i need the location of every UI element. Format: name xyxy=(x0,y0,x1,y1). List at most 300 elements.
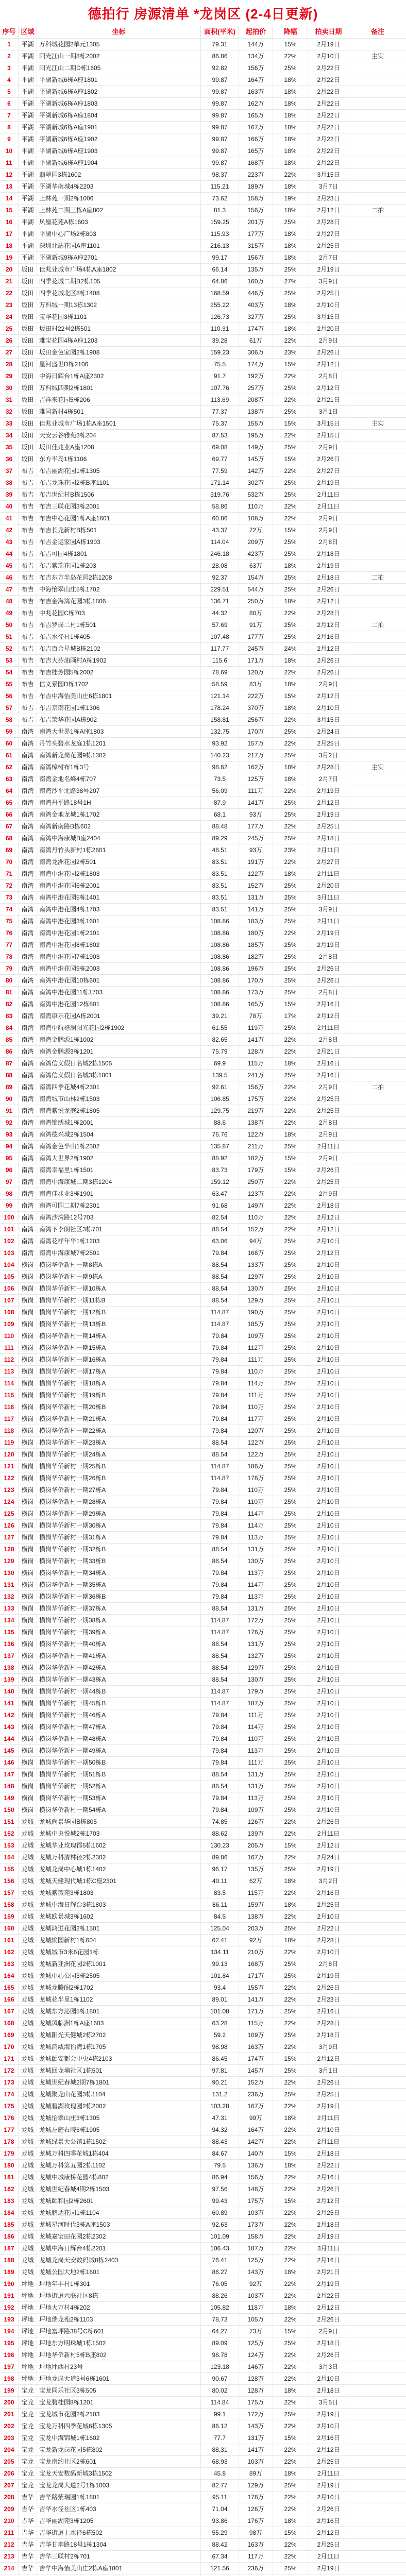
cell-address: 横岗华侨新村一期54栋A xyxy=(37,1804,201,1816)
cell-area: 79.84 xyxy=(201,1508,239,1519)
cell-no: 73 xyxy=(0,892,19,903)
cell-address: 万科城花园2单元1305 xyxy=(37,39,201,50)
table-row xyxy=(0,1306,406,1318)
cell-address: 坂田村22号2栋501 xyxy=(37,323,201,334)
cell-discount: 25% xyxy=(273,1307,308,1318)
cell-price: 165万 xyxy=(239,110,273,121)
cell-remark xyxy=(349,1733,406,1744)
cell-date: 2月19日 xyxy=(308,2409,349,2420)
cell-discount: 25% xyxy=(273,287,308,299)
cell-district: 龙城 xyxy=(19,2231,37,2242)
cell-area: 98.62 xyxy=(201,761,239,773)
cell-discount: 18% xyxy=(273,181,308,192)
cell-date: 2月19日 xyxy=(308,477,349,488)
cell-address: 深圳北站花园A座1101 xyxy=(37,240,201,251)
cell-area: 88.31 xyxy=(201,2444,239,2455)
table-row xyxy=(0,240,406,251)
cell-date: 2月12日 xyxy=(308,359,349,370)
cell-district: 龙城 xyxy=(19,2053,37,2064)
cell-remark: 主实 xyxy=(371,53,384,60)
cell-address: 横岗华侨新村一期14栋A xyxy=(37,1330,201,1342)
cell-price: 115万 xyxy=(239,2018,273,2029)
cell-remark xyxy=(349,1366,406,1377)
cell-remark xyxy=(349,1899,406,1910)
cell-date: 2月28日 xyxy=(308,1935,349,1946)
cell-no: 120 xyxy=(0,1449,19,1460)
cell-district: 龙城 xyxy=(19,2136,37,2147)
cell-district: 横岗 xyxy=(19,1520,37,1531)
table-row xyxy=(0,2124,406,2136)
cell-date: 2月10日 xyxy=(308,1544,349,1555)
cell-remark xyxy=(349,2373,406,2384)
cell-district: 南湾 xyxy=(19,868,37,879)
cell-discount: 25% xyxy=(273,62,308,74)
cell-district: 吉华 xyxy=(19,2492,37,2503)
table-row xyxy=(0,1057,406,1069)
cell-discount: 22% xyxy=(273,2314,308,2325)
cell-remark xyxy=(349,631,406,642)
cell-no: 136 xyxy=(0,1638,19,1650)
cell-price: 131万 xyxy=(239,1603,273,1614)
table-row xyxy=(0,536,406,548)
cell-price: 145万 xyxy=(239,453,273,465)
cell-district: 平湖 xyxy=(19,50,37,62)
cell-address: 南湾中港花园3栋1601 xyxy=(37,916,201,927)
cell-date: 2月10日 xyxy=(308,2124,349,2136)
cell-price: 122万 xyxy=(239,1449,273,1460)
cell-date: 2月26日 xyxy=(308,963,349,974)
cell-district: 坂田 xyxy=(19,453,37,465)
cell-address: 宝龙新龙岗花园5栋802 xyxy=(37,2444,201,2455)
cell-area: 114.87 xyxy=(201,1307,239,1318)
cell-no: 87 xyxy=(0,1058,19,1069)
cell-area: 88.54 xyxy=(201,1662,239,1673)
cell-address: 龙城碧湖玫瑰园2栋2002 xyxy=(37,2100,201,2112)
cell-discount: 22% xyxy=(273,785,308,796)
cell-price: 111万 xyxy=(239,1757,273,1768)
cell-discount: 22% xyxy=(273,1212,308,1223)
cell-discount: 15% xyxy=(273,2195,308,2207)
cell-price: 131万 xyxy=(239,1638,273,1650)
cell-address: 南湾中港花园6栋2001 xyxy=(37,880,201,891)
table-row xyxy=(0,619,406,631)
cell-remark xyxy=(349,809,406,820)
cell-district: 南湾 xyxy=(19,975,37,986)
cell-discount: 15% xyxy=(273,2148,308,2159)
cell-price: 92万 xyxy=(239,1935,273,1946)
cell-area: 108.86 xyxy=(201,963,239,974)
table-row xyxy=(0,2420,406,2432)
cell-remark xyxy=(349,2563,406,2574)
cell-remark xyxy=(349,216,406,228)
table-row xyxy=(0,2112,406,2124)
cell-district: 吉华 xyxy=(19,2515,37,2527)
cell-no: 200 xyxy=(0,2397,19,2408)
cell-no: 122 xyxy=(0,1472,19,1484)
cell-price: 128万 xyxy=(239,1046,273,1057)
table-row xyxy=(0,2491,406,2503)
cell-area: 93.86 xyxy=(201,2515,239,2527)
cell-area: 108.86 xyxy=(201,916,239,927)
cell-remark xyxy=(349,489,406,500)
cell-address: 龙城中城康桥花园4栋802 xyxy=(37,2172,201,2183)
cell-address: 南湾下李朗社区3栋701 xyxy=(37,1224,201,1235)
cell-district: 坂田 xyxy=(19,299,37,311)
cell-no: 178 xyxy=(0,2136,19,2147)
cell-date: 2月28日 xyxy=(308,607,349,619)
cell-district: 宝龙 xyxy=(19,2385,37,2396)
cell-price: 196万 xyxy=(239,963,273,974)
cell-address: 龙城星河时代3栋A座1503 xyxy=(37,2219,201,2230)
cell-discount: 22% xyxy=(273,1887,308,1899)
cell-discount: 22% xyxy=(273,2136,308,2147)
cell-district: 龙城 xyxy=(19,1958,37,1970)
cell-area: 168.59 xyxy=(201,287,239,299)
cell-area: 99.87 xyxy=(201,110,239,121)
cell-remark xyxy=(349,74,406,86)
cell-date: 2月10日 xyxy=(308,1662,349,1673)
cell-no: 86 xyxy=(0,1046,19,1057)
header-date: 拍卖日期 xyxy=(308,26,349,38)
cell-price: 103万 xyxy=(239,2456,273,2467)
cell-remark xyxy=(349,1721,406,1733)
cell-area: 99.87 xyxy=(201,122,239,133)
cell-no: 132 xyxy=(0,1591,19,1602)
cell-date: 3月15日 xyxy=(308,418,349,429)
cell-address: 横岗华侨新村一期20栋B xyxy=(37,1401,201,1413)
cell-remark xyxy=(349,2160,406,2171)
cell-date: 2月8日 xyxy=(308,987,349,998)
cell-price: 532万 xyxy=(239,489,273,500)
cell-address: 宝华花园3栋1101 xyxy=(37,311,201,323)
cell-date: 2月25日 xyxy=(308,1105,349,1116)
cell-discount: 22% xyxy=(273,2243,308,2254)
cell-area: 74.85 xyxy=(201,1816,239,1827)
cell-district: 南湾 xyxy=(19,1117,37,1128)
cell-no: 78 xyxy=(0,951,19,962)
cell-price: 156万 xyxy=(239,1081,273,1093)
cell-price: 158万 xyxy=(239,2231,273,2242)
cell-area: 44.32 xyxy=(201,607,239,619)
cell-district: 横岗 xyxy=(19,1567,37,1579)
cell-area: 99.43 xyxy=(201,2195,239,2207)
cell-no: 83 xyxy=(0,1010,19,1022)
cell-address: 万科城一期13栋1302 xyxy=(37,299,201,311)
cell-no: 105 xyxy=(0,1271,19,1282)
cell-address: 翡翠园3栋1602 xyxy=(37,169,201,180)
table-row xyxy=(0,607,406,619)
cell-no: 18 xyxy=(0,240,19,251)
cell-date: 2月19日 xyxy=(308,2100,349,2112)
table-row xyxy=(0,1223,406,1235)
cell-no: 59 xyxy=(0,726,19,737)
cell-district: 平湖 xyxy=(19,62,37,74)
cell-remark xyxy=(349,335,406,346)
cell-price: 108万 xyxy=(239,513,273,524)
cell-address: 布吉桂芳园5栋2002 xyxy=(37,667,201,678)
cell-area: 92.61 xyxy=(201,1081,239,1093)
cell-discount: 25% xyxy=(273,477,308,488)
cell-date: 2月16日 xyxy=(308,1887,349,1899)
cell-no: 41 xyxy=(0,513,19,524)
cell-address: 横岗华侨新村一期12栋B xyxy=(37,1307,201,1318)
cell-district: 横岗 xyxy=(19,1579,37,1590)
cell-remark xyxy=(349,856,406,868)
cell-area: 67.34 xyxy=(201,2551,239,2562)
cell-date: 2月10日 xyxy=(308,1792,349,1804)
cell-price: 115万 xyxy=(239,1058,273,1069)
table-row xyxy=(0,275,406,287)
cell-remark xyxy=(349,1295,406,1306)
cell-remark xyxy=(349,2112,406,2124)
cell-discount: 25% xyxy=(273,880,308,891)
cell-address: 龙城中央悦城2栋1703 xyxy=(37,1828,201,1839)
cell-district: 横岗 xyxy=(19,1259,37,1270)
table-row xyxy=(0,1590,406,1602)
cell-address: 宝龙南约社区2栋601 xyxy=(37,2456,201,2467)
cell-address: 中海怡翠山庄5栋1702 xyxy=(37,584,201,595)
cell-price: 62万 xyxy=(239,1875,273,1887)
table-row xyxy=(0,382,406,394)
cell-area: 79.84 xyxy=(201,1330,239,1342)
cell-discount: 25% xyxy=(273,1745,308,1756)
cell-date: 2月22日 xyxy=(308,1923,349,1934)
cell-address: 南湾沙湾路12号703 xyxy=(37,1212,201,1223)
cell-remark xyxy=(349,868,406,879)
cell-date: 2月10日 xyxy=(308,1709,349,1721)
table-row xyxy=(0,1934,406,1946)
cell-remark xyxy=(349,750,406,761)
cell-district: 南湾 xyxy=(19,726,37,737)
cell-date: 3月1日 xyxy=(308,2065,349,2076)
cell-price: 165万 xyxy=(239,998,273,1010)
cell-remark xyxy=(349,1283,406,1294)
cell-discount: 18% xyxy=(273,157,308,168)
cell-price: 168万 xyxy=(239,1958,273,1970)
cell-price: 160万 xyxy=(239,276,273,287)
cell-area: 79.84 xyxy=(201,1745,239,1756)
cell-no: 177 xyxy=(0,2124,19,2136)
cell-address: 龙城中心公园3栋2505 xyxy=(37,1970,201,1981)
table-row xyxy=(0,1389,406,1401)
cell-area: 83.51 xyxy=(201,892,239,903)
cell-price: 177万 xyxy=(239,631,273,642)
cell-district: 平湖 xyxy=(19,157,37,168)
cell-remark xyxy=(349,2551,406,2562)
cell-date: 2月9日 xyxy=(308,1153,349,1164)
cell-area: 229.51 xyxy=(201,584,239,595)
cell-price: 115万 xyxy=(239,1887,273,1899)
cell-date: 2月26日 xyxy=(308,1982,349,1993)
cell-no: 92 xyxy=(0,1117,19,1128)
cell-area: 99.87 xyxy=(201,133,239,145)
cell-area: 63.47 xyxy=(201,1188,239,1199)
cell-price: 130万 xyxy=(239,1283,273,1294)
cell-area: 79.5 xyxy=(201,2160,239,2171)
cell-date: 2月10日 xyxy=(308,1638,349,1650)
cell-discount: 18% xyxy=(273,773,308,785)
cell-remark xyxy=(349,2456,406,2467)
cell-price: 110万 xyxy=(239,1401,273,1413)
cell-remark xyxy=(349,1496,406,1507)
cell-address: 龙城聚龙山花园3栋1104 xyxy=(37,2089,201,2100)
cell-date: 2月10日 xyxy=(308,1378,349,1389)
cell-remark xyxy=(349,1863,406,1875)
cell-district: 龙城 xyxy=(19,2089,37,2100)
cell-remark xyxy=(349,2219,406,2230)
cell-area: 73.5 xyxy=(201,773,239,785)
table-row xyxy=(0,891,406,903)
cell-discount: 22% xyxy=(273,1946,308,1958)
cell-district: 平湖 xyxy=(19,74,37,86)
cell-remark xyxy=(349,2183,406,2195)
cell-area: 82.77 xyxy=(201,2480,239,2491)
cell-address: 坂田金色家园2栋1908 xyxy=(37,347,201,358)
cell-discount: 25% xyxy=(273,1484,308,1496)
header-address: 坐标 xyxy=(37,26,201,38)
cell-remark xyxy=(349,1153,406,1164)
cell-remark xyxy=(349,1591,406,1602)
cell-address: 吉华三联村2栋701 xyxy=(37,2551,201,2562)
cell-price: 156万 xyxy=(239,2172,273,2183)
cell-date: 2月9日 xyxy=(308,513,349,524)
cell-area: 79.84 xyxy=(201,1567,239,1579)
cell-remark xyxy=(349,1259,406,1270)
cell-district: 坪地 xyxy=(19,2349,37,2361)
cell-area: 97.81 xyxy=(201,2065,239,2076)
cell-address: 龙城世纪春城4期2栋1503 xyxy=(37,2183,201,2195)
cell-area: 79.84 xyxy=(201,1413,239,1425)
cell-date: 2月10日 xyxy=(308,1804,349,1816)
cell-discount: 22% xyxy=(273,2290,308,2301)
cell-no: 117 xyxy=(0,1413,19,1425)
cell-address: 龙城风临洲1栋A座1603 xyxy=(37,2018,201,2029)
cell-district: 南湾 xyxy=(19,1188,37,1199)
cell-remark: 主实 xyxy=(371,420,384,427)
cell-no: 67 xyxy=(0,821,19,832)
cell-discount: 25% xyxy=(273,904,308,915)
cell-discount: 15% xyxy=(273,1164,308,1176)
cell-area: 69.77 xyxy=(201,453,239,465)
table-row xyxy=(0,2337,406,2349)
cell-no: 66 xyxy=(0,809,19,820)
cell-district: 横岗 xyxy=(19,1484,37,1496)
cell-date: 2月10日 xyxy=(308,2420,349,2432)
cell-remark: 主实 xyxy=(371,764,384,771)
cell-address: 南湾龙洲花园2栋501 xyxy=(37,856,201,868)
table-row xyxy=(0,1922,406,1934)
table-row xyxy=(0,405,406,417)
cell-district: 平湖 xyxy=(19,86,37,97)
cell-price: 129万 xyxy=(239,1662,273,1673)
table-row xyxy=(0,951,406,962)
cell-no: 131 xyxy=(0,1579,19,1590)
cell-discount: 22% xyxy=(273,1982,308,1993)
cell-discount: 18% xyxy=(273,1899,308,1910)
cell-area: 79.84 xyxy=(201,1496,239,1507)
cell-district: 南湾 xyxy=(19,738,37,749)
cell-no: 179 xyxy=(0,2148,19,2159)
cell-remark xyxy=(349,2053,406,2064)
cell-discount: 25% xyxy=(273,1496,308,1507)
cell-price: 189万 xyxy=(239,181,273,192)
cell-district: 宝龙 xyxy=(19,2432,37,2444)
cell-discount: 22% xyxy=(273,2219,308,2230)
table-row xyxy=(0,1507,406,1519)
cell-date: 2月18日 xyxy=(308,2219,349,2230)
cell-date: 2月16日 xyxy=(308,1070,349,1081)
cell-discount: 25% xyxy=(273,1757,308,1768)
cell-no: 28 xyxy=(0,359,19,370)
cell-date: 3月9日 xyxy=(308,276,349,287)
cell-remark xyxy=(349,797,406,808)
cell-address: 横岗华侨新村一期42栋A xyxy=(37,1662,201,1673)
cell-district: 龙城 xyxy=(19,2029,37,2041)
cell-date: 2月10日 xyxy=(308,1449,349,1460)
cell-no: 206 xyxy=(0,2468,19,2479)
cell-discount: 25% xyxy=(273,1579,308,1590)
cell-date: 2月19日 xyxy=(308,939,349,951)
cell-area: 83.5 xyxy=(201,1887,239,1899)
cell-area: 63.06 xyxy=(201,1235,239,1247)
table-row xyxy=(0,1342,406,1353)
cell-no: 144 xyxy=(0,1733,19,1744)
cell-address: 吉华街道上水径6栋502 xyxy=(37,2527,201,2538)
cell-date: 2月25日 xyxy=(308,2539,349,2550)
cell-area: 88.54 xyxy=(201,1259,239,1270)
cell-address: 横岗华侨新村一期11栋B xyxy=(37,1295,201,1306)
cell-district: 南湾 xyxy=(19,1081,37,1093)
cell-district: 坂田 xyxy=(19,323,37,334)
cell-area: 158.81 xyxy=(201,714,239,725)
cell-area: 83.51 xyxy=(201,904,239,915)
cell-address: 平湖中心广场2栋803 xyxy=(37,228,201,240)
cell-discount: 25% xyxy=(273,442,308,453)
cell-date: 2月9日 xyxy=(308,2326,349,2337)
table-row xyxy=(0,287,406,299)
cell-address: 横岗华侨新村一期22栋A xyxy=(37,1425,201,1436)
cell-date: 2月11日 xyxy=(308,1828,349,1839)
table-row xyxy=(0,441,406,453)
cell-price: 156万 xyxy=(239,252,273,263)
cell-area: 115.6 xyxy=(201,655,239,666)
cell-area: 125.04 xyxy=(201,1923,239,1934)
cell-district: 坂田 xyxy=(19,347,37,358)
cell-district: 龙城 xyxy=(19,2077,37,2088)
cell-remark xyxy=(349,880,406,891)
table-row xyxy=(0,1650,406,1662)
cell-discount: 15% xyxy=(273,2432,308,2444)
table-row xyxy=(0,1045,406,1057)
cell-district: 南湾 xyxy=(19,963,37,974)
cell-address: 横岗华侨新村一期34栋A xyxy=(37,1567,201,1579)
cell-district: 平湖 xyxy=(19,216,37,228)
table-row xyxy=(0,2230,406,2242)
cell-district: 布吉 xyxy=(19,714,37,725)
cell-address: 布吉丽湖花园1栋1305 xyxy=(37,465,201,477)
cell-date: 2月25日 xyxy=(308,240,349,251)
cell-no: 21 xyxy=(0,276,19,287)
table-row xyxy=(0,1685,406,1697)
cell-no: 185 xyxy=(0,2219,19,2230)
cell-remark xyxy=(349,1911,406,1922)
cell-address: 龙城鸿威海怡湾1栋1705 xyxy=(37,2041,201,2053)
cell-district: 南湾 xyxy=(19,987,37,998)
cell-address: 布吉百合星城B栋2102 xyxy=(37,643,201,654)
cell-area: 98.78 xyxy=(201,2349,239,2361)
cell-no: 153 xyxy=(0,1840,19,1851)
cell-remark xyxy=(349,1224,406,1235)
